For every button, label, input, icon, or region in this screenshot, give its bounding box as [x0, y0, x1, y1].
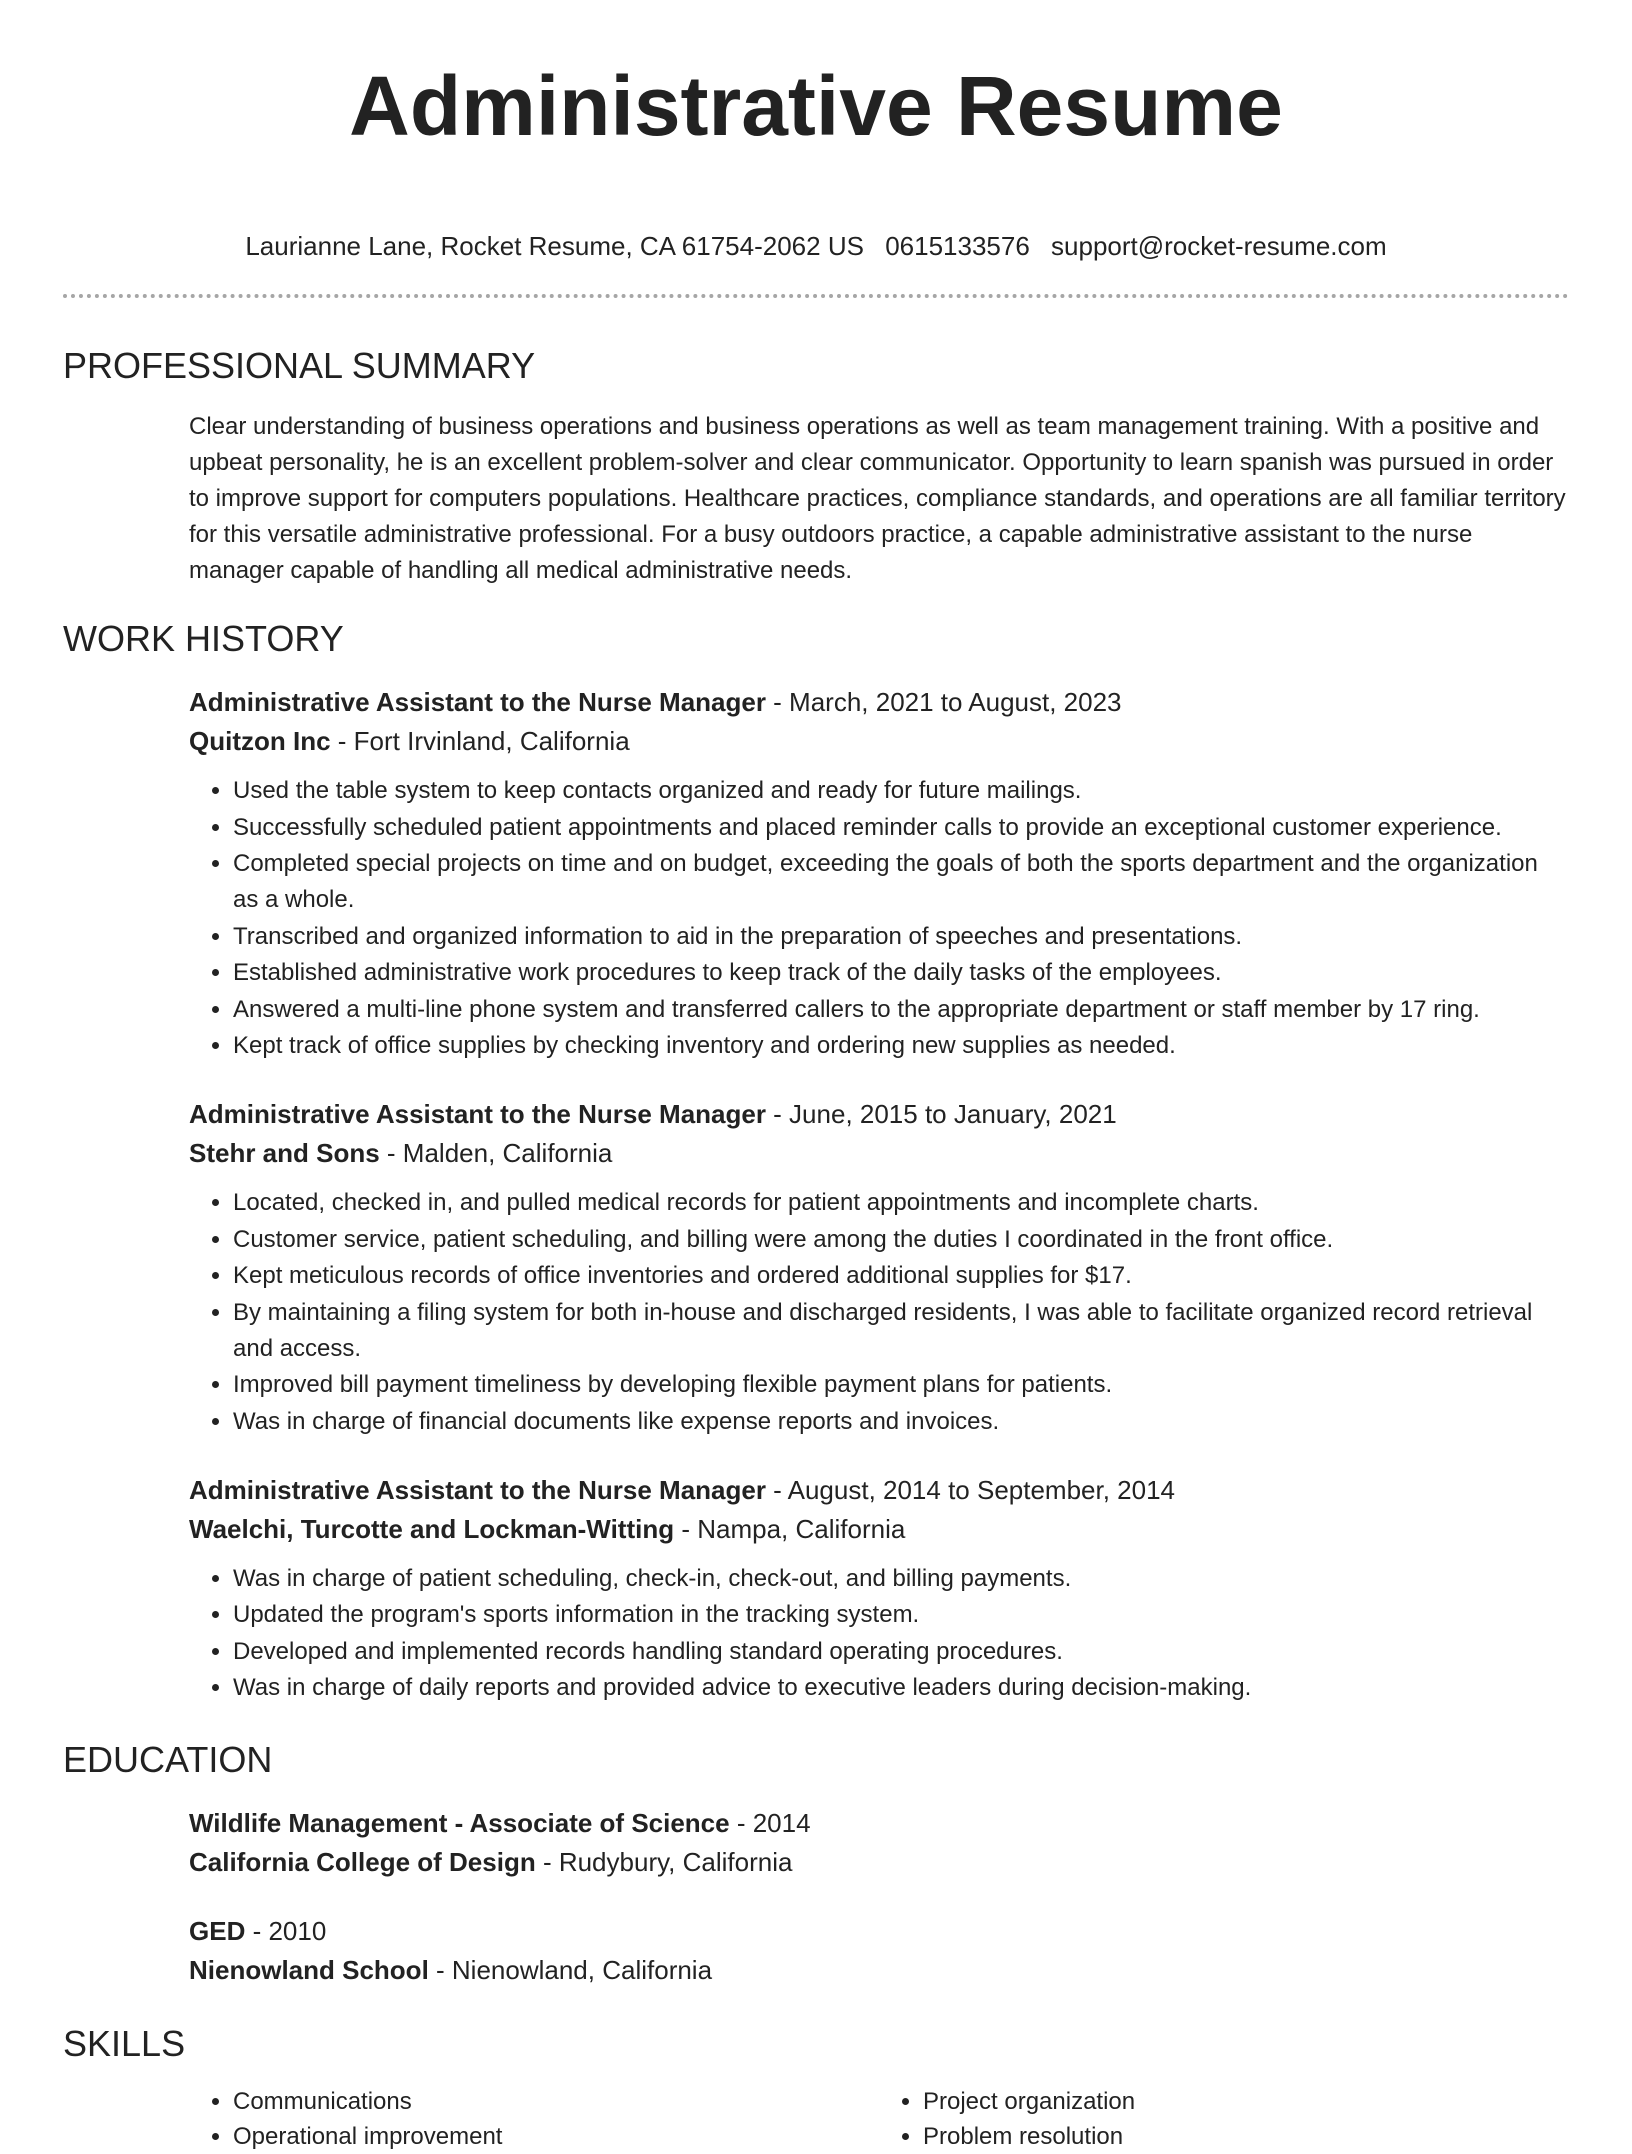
education-school: Nienowland School: [189, 1955, 429, 1985]
contact-line: [63, 229, 1569, 263]
work-history-section: [63, 683, 1569, 1706]
job-duties-list: [189, 1185, 1569, 1440]
job-duties-list: [189, 773, 1569, 1064]
job-duty: • Established administrative work procedures to keep track of the daily tasks of the employees.: [233, 955, 1569, 991]
job-entry: [189, 1471, 1569, 1707]
job-title-line: [189, 1095, 1569, 1134]
job-dates: - June, 2015 to January, 2021: [765, 1099, 1117, 1129]
education-heading: EDUCATION: [63, 1739, 273, 1780]
job-duty: • Transcribed and organized information to aid in the preparation of speeches and presentations.: [233, 919, 1569, 955]
job-company-line: [189, 722, 1569, 761]
work-history-heading: WORK HISTORY: [63, 618, 344, 659]
education-school: California College of Design: [189, 1847, 536, 1877]
job-company-line: [189, 1510, 1569, 1549]
job-duties-list: [189, 1561, 1569, 1707]
job-title-line: [189, 1471, 1569, 1510]
job-entry: [189, 1095, 1569, 1440]
job-duty: • Located, checked in, and pulled medical records for patient appointments and incomplete charts.: [233, 1185, 1569, 1221]
education-school-line: [189, 1951, 1569, 1990]
job-location: - Malden, California: [379, 1138, 613, 1168]
job-company: Stehr and Sons: [189, 1138, 380, 1168]
job-title: Administrative Assistant to the Nurse Manager: [189, 1474, 766, 1505]
skill-item: • Project organization: [923, 2084, 1569, 2119]
job-entry: [189, 683, 1569, 1064]
skill-item: • Problem resolution: [923, 2119, 1569, 2154]
education-year: - 2010: [245, 1916, 327, 1946]
job-duty: • Used the table system to keep contacts organized and ready for future mailings.: [233, 773, 1569, 809]
job-title: Administrative Assistant to the Nurse Manager: [189, 1099, 766, 1129]
education-location: - Rudybury, California: [535, 1847, 793, 1877]
job-location: - Nampa, California: [674, 1513, 906, 1544]
job-duty: • Kept track of office supplies by checking inventory and ordering new supplies as needed.: [233, 1028, 1569, 1064]
education-section: [63, 1804, 1569, 1990]
skill-item: • Operational improvement: [233, 2119, 879, 2154]
contact-phone: 0615133576: [885, 231, 1030, 261]
job-duty: • Successfully scheduled patient appointments and placed reminder calls to provide an exceptional customer experience.: [233, 810, 1569, 846]
job-company: Waelchi, Turcotte and Lockman-Witting: [189, 1513, 675, 1544]
skills-list-right: [879, 2084, 1569, 2154]
education-degree: Wildlife Management - Associate of Science: [189, 1808, 730, 1838]
summary-text: Clear understanding of business operations and business operations as well as team management training. With a positive and upbeat personality, he is an excellent problem-solver and clear communicator. Opportunity to learn spanish was pursued in order to improve support for computers populations. Healthcare practices, compliance standards, and operations are all familiar territory for this versatile administrative professional. For a busy outdoors practice, a capable administrative assistant to the nurse manager capable of handling all medical administrative needs.: [189, 413, 1566, 584]
education-entry: [189, 1804, 1569, 1882]
job-duty: • Improved bill payment timeliness by developing flexible payment plans for patients.: [233, 1367, 1569, 1403]
education-degree-line: [189, 1912, 1569, 1951]
education-entry: [189, 1912, 1569, 1990]
education-school-line: [189, 1843, 1569, 1882]
job-location: - Fort Irvinland, California: [330, 726, 630, 756]
education-year: - 2014: [729, 1808, 811, 1838]
job-duty: • Updated the program's sports information in the tracking system.: [233, 1597, 1569, 1633]
resume-title: Administrative Resume: [349, 59, 1283, 153]
job-company-line: [189, 1134, 1569, 1173]
skills-heading: SKILLS: [63, 2023, 186, 2064]
job-title-line: [189, 683, 1569, 722]
education-degree-line: [189, 1804, 1569, 1843]
job-duty: • Kept meticulous records of office inventories and ordered additional supplies for $17.: [233, 1258, 1569, 1294]
education-location: - Nienowland, California: [428, 1955, 713, 1985]
skills-list-left: [189, 2084, 879, 2154]
job-duty: • Was in charge of financial documents like expense reports and invoices.: [233, 1404, 1569, 1440]
job-title: Administrative Assistant to the Nurse Manager: [189, 687, 766, 717]
summary-heading: PROFESSIONAL SUMMARY: [63, 345, 536, 386]
job-duty: • Answered a multi-line phone system and transferred callers to the appropriate department or staff member by 17 ring.: [233, 992, 1569, 1028]
summary-section: [63, 409, 1569, 589]
skill-item: • Communications: [233, 2084, 879, 2119]
job-duty: • Was in charge of daily reports and provided advice to executive leaders during decision-making.: [233, 1670, 1569, 1706]
contact-email: support@rocket-resume.com: [1051, 231, 1387, 261]
job-duty: • By maintaining a filing system for both in-house and discharged residents, I was able to facilitate organized record retrieval and access.: [233, 1295, 1569, 1367]
job-duty: • Developed and implemented records handling standard operating procedures.: [233, 1634, 1569, 1670]
job-dates: - August, 2014 to September, 2014: [765, 1474, 1176, 1505]
job-duty: • Was in charge of patient scheduling, check-in, check-out, and billing payments.: [233, 1561, 1569, 1597]
header-divider: [63, 294, 1569, 298]
skills-section: [63, 2084, 1569, 2154]
job-dates: - March, 2021 to August, 2023: [765, 687, 1122, 717]
job-duty: • Completed special projects on time and on budget, exceeding the goals of both the sports department and the organization as a whole.: [233, 846, 1569, 918]
job-company: Quitzon Inc: [189, 726, 331, 756]
job-duty: • Customer service, patient scheduling, and billing were among the duties I coordinated in the front office.: [233, 1222, 1569, 1258]
education-degree: GED: [189, 1916, 246, 1946]
contact-address: Laurianne Lane, Rocket Resume, CA 61754-2062 US: [245, 231, 864, 261]
